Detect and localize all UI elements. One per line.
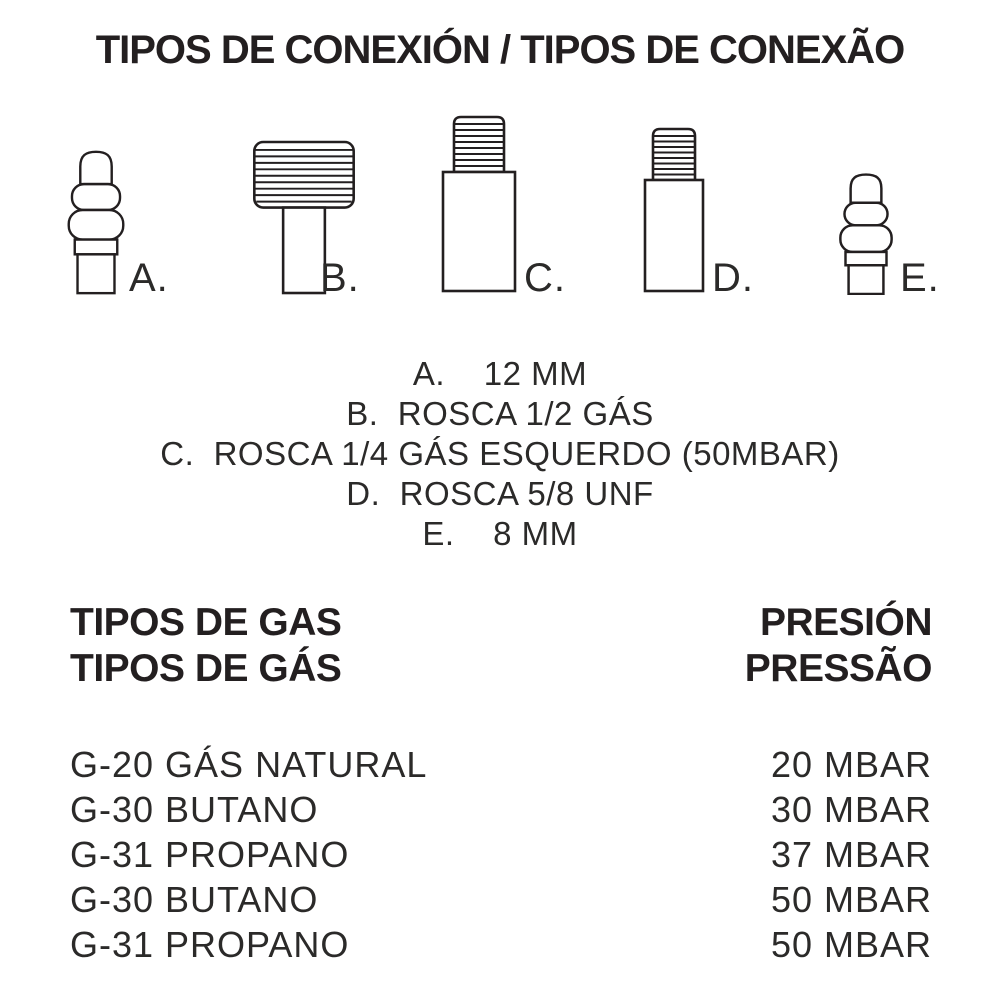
table-row xyxy=(70,877,932,922)
connector-d-drawing xyxy=(643,126,705,294)
pressure-cell: 30 MBAR xyxy=(770,789,932,830)
gas-pressure-table xyxy=(70,600,932,967)
gas-types-header xyxy=(70,600,341,692)
legend-line-b: B. ROSCA 1/2 GÁS xyxy=(346,395,654,432)
connector-b-label: B. xyxy=(320,256,360,300)
barb-fitting-a-icon xyxy=(66,149,126,295)
table-row xyxy=(70,742,932,787)
table-row xyxy=(70,787,932,832)
connector-a-drawing xyxy=(66,149,126,295)
gas-cell: G-20 GÁS NATURAL xyxy=(70,744,428,785)
gas-types-header-pt: TIPOS DE GÁS xyxy=(70,647,342,690)
gas-cell: G-30 BUTANO xyxy=(70,879,319,920)
gas-cell: G-31 PROPANO xyxy=(70,834,350,875)
pressure-cell: 50 MBAR xyxy=(770,879,932,920)
legend-line-c: C. ROSCA 1/4 GÁS ESQUERDO (50MBAR) xyxy=(160,435,840,472)
gas-cell: G-31 PROPANO xyxy=(70,924,350,965)
barb-fitting-e-icon xyxy=(838,172,894,295)
connector-e-drawing xyxy=(838,172,894,295)
connector-a-label: A. xyxy=(129,256,169,300)
connection-legend xyxy=(0,354,1000,554)
pressure-cell: 50 MBAR xyxy=(770,924,932,965)
threaded-fitting-c-icon xyxy=(441,114,517,294)
pressure-cell: 37 MBAR xyxy=(770,834,932,875)
table-rows xyxy=(70,742,932,967)
threaded-fitting-d-icon xyxy=(643,126,705,294)
connector-c-drawing xyxy=(441,114,517,294)
pressure-header-pt: PRESSÃO xyxy=(744,647,932,690)
table-row xyxy=(70,922,932,967)
table-row xyxy=(70,832,932,877)
legend-line-d: D. ROSCA 5/8 UNF xyxy=(346,475,654,512)
gas-types-header-es: TIPOS DE GAS xyxy=(70,601,342,644)
connector-e-label: E. xyxy=(900,256,940,300)
pressure-header xyxy=(745,600,932,692)
pressure-header-es: PRESIÓN xyxy=(759,601,932,644)
table-header xyxy=(70,600,932,692)
legend-line-e: E. 8 MM xyxy=(422,515,578,552)
page-title: TIPOS DE CONEXIÓN / TIPOS DE CONEXÃO xyxy=(95,28,905,72)
connector-c-label: C. xyxy=(524,256,566,300)
pressure-cell: 20 MBAR xyxy=(770,744,932,785)
gas-cell: G-30 BUTANO xyxy=(70,789,319,830)
connector-d-label: D. xyxy=(712,256,754,300)
legend-line-a: A. 12 MM xyxy=(412,355,588,392)
